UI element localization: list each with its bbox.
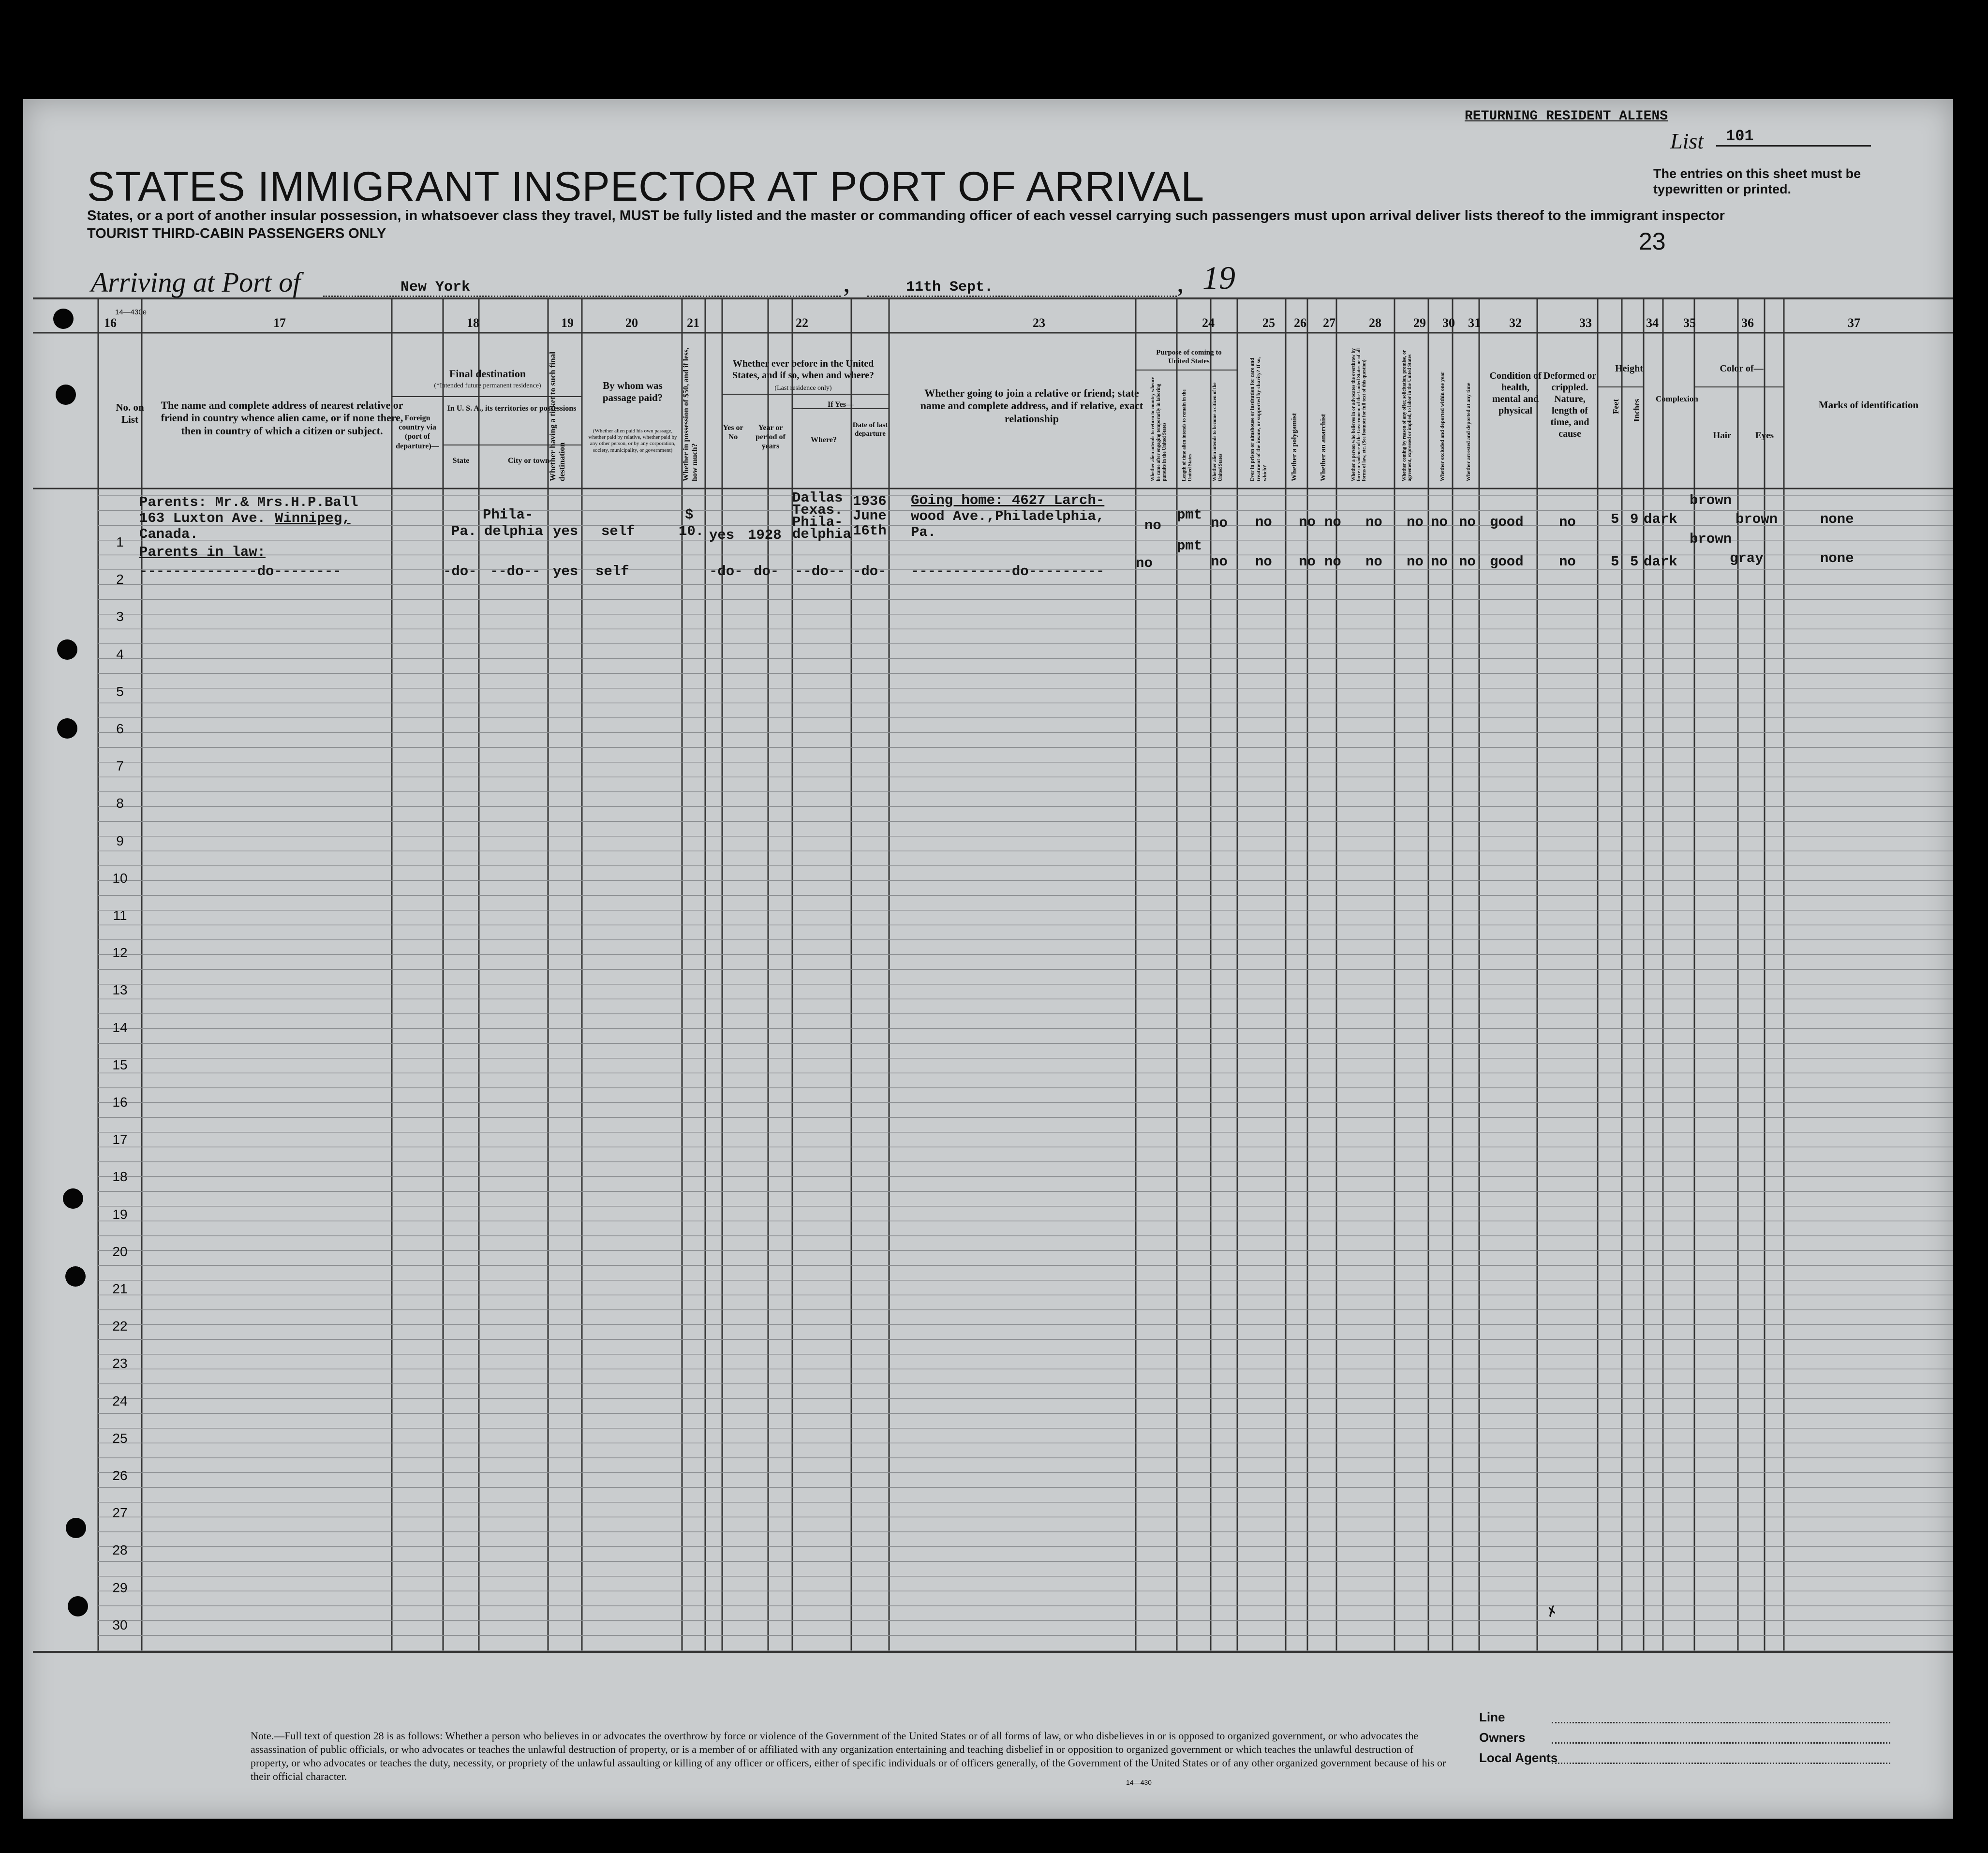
header-marks: Marks of identification xyxy=(1818,399,1919,411)
binder-hole xyxy=(53,309,74,329)
entry2-before-year: do- xyxy=(754,563,779,579)
entry2-feet: 5 xyxy=(1611,554,1619,570)
returning-resident-label: RETURNING RESIDENT ALIENS xyxy=(1465,109,1668,124)
header-inches: Inches xyxy=(1632,399,1641,422)
header-hair: Hair xyxy=(1713,430,1732,441)
column-number: 22 xyxy=(796,316,808,330)
entry1-where-line3: Phila- xyxy=(792,514,843,530)
header-money: Whether in possession of $50, and if less, how much? xyxy=(682,347,699,481)
entry2-contract-labor: no xyxy=(1407,554,1424,570)
row-number: 16 xyxy=(112,1095,128,1110)
entry1-ticket: yes xyxy=(553,523,579,539)
entry1-prison: no xyxy=(1255,514,1272,530)
entry1-date-line2: June xyxy=(853,508,887,524)
header-health: Condition of health, mental and physical xyxy=(1489,371,1542,416)
instruction-line: States, or a port of another insular possession, in whatsoever class they travel, MUST be fully listed and the master or commanding officer of each vessel carrying such passengers must upon arrival deliver lists thereof to the immigrant inspector xyxy=(87,208,1725,223)
header-date-departure: Date of last departure xyxy=(852,421,888,438)
header-question-28: Whether a person who believes in or advocates the overthrow by force or violence of the Government of the United States or of all forms of law, etc. (See footnote for full text of this question) xyxy=(1351,348,1367,481)
entry1-before-yes-no: yes xyxy=(709,527,735,543)
row-number: 3 xyxy=(116,609,124,624)
row-number: 18 xyxy=(112,1169,128,1185)
column-number: 19 xyxy=(561,316,574,330)
entry1-hair: brown xyxy=(1690,492,1732,508)
passenger-class-line: TOURIST THIRD-CABIN PASSENGERS ONLY xyxy=(87,226,386,241)
header-no-on-list: No. on List xyxy=(116,401,144,426)
row-number: 24 xyxy=(112,1393,128,1408)
line-label: Line xyxy=(1479,1710,1505,1724)
comma-separator: , xyxy=(843,267,850,298)
entry1-before-year: 1928 xyxy=(748,527,782,543)
header-city: City or town xyxy=(508,457,549,465)
entry2-marks: none xyxy=(1820,550,1854,566)
row-number: 15 xyxy=(112,1057,128,1072)
column-number: 25 xyxy=(1262,316,1275,330)
header-contract-labor: Whether coming by reason of any offer, solicitation, promise, or agreement, expressed or implied, to labor in the United States xyxy=(1402,350,1412,481)
arriving-label: Arriving at Port of xyxy=(91,267,301,298)
row-number: 14 xyxy=(112,1020,128,1035)
binder-hole xyxy=(66,1518,86,1538)
header-eyes: Eyes xyxy=(1755,430,1774,441)
column-number: 30 xyxy=(1442,316,1455,330)
header-polygamist: Whether a polygamist xyxy=(1291,413,1298,481)
entry1-relative-line2a: 163 Luxton Ave. xyxy=(139,510,266,526)
header-state: State xyxy=(452,457,470,465)
row-number: 22 xyxy=(112,1319,128,1334)
row-number: 4 xyxy=(116,646,124,662)
entry1-relative-line1: Parents: Mr.& Mrs.H.P.Ball xyxy=(139,494,358,510)
entry1-date-line1: 1936 xyxy=(853,493,887,509)
entry1-length: pmt xyxy=(1177,507,1202,523)
entry2-health: good xyxy=(1490,554,1524,570)
column-number: 24 xyxy=(1202,316,1215,330)
row-number: 17 xyxy=(112,1132,128,1147)
entry2-eyes: gray xyxy=(1730,550,1764,566)
entry1-joining-line3: Pa. xyxy=(911,524,936,540)
owners-label: Owners xyxy=(1479,1730,1526,1745)
form-number: 14—430e xyxy=(115,308,147,316)
entry2-date: -do- xyxy=(853,563,887,579)
binder-hole xyxy=(65,1266,86,1287)
entry1-city-line1: Phila- xyxy=(483,507,534,523)
header-passage-paid-sub: (Whether alien paid his own passage, whether paid by relative, whether paid by any other person, or by any corporation, society, municipality, or government) xyxy=(588,428,677,453)
entry1-contract-labor: no xyxy=(1407,514,1424,530)
header-color-of: Color of— xyxy=(1720,363,1764,374)
column-number: 16 xyxy=(104,316,117,330)
header-year: Year or period of years xyxy=(756,424,786,451)
header-purpose-length: Length of time alien intends to remain in the United States xyxy=(1182,389,1193,481)
header-joining: Whether going to join a relative or friend; state name and complete address, and if relative, exact relationship xyxy=(920,387,1143,425)
column-number: 33 xyxy=(1579,316,1592,330)
column-number: 28 xyxy=(1369,316,1381,330)
list-label: List xyxy=(1670,129,1704,153)
entry1-deformed: no xyxy=(1559,514,1576,530)
header-ever-before: Whether ever before in the United States, and if so, when and where? xyxy=(732,358,874,381)
header-passage-paid: By whom was passage paid? xyxy=(602,380,663,404)
agents-label: Local Agents xyxy=(1479,1750,1558,1765)
entry1-money-line1: $ xyxy=(685,507,694,523)
header-purpose: Purpose of coming to United States xyxy=(1156,349,1222,365)
entry1-excluded: no xyxy=(1431,514,1448,530)
entry1-feet: 5 xyxy=(1611,511,1619,527)
column-number: 18 xyxy=(467,316,479,330)
row-number: 25 xyxy=(112,1430,128,1446)
column-number: 20 xyxy=(625,316,638,330)
entry2-inches: 5 xyxy=(1630,554,1639,570)
entry1-complexion: dark xyxy=(1644,511,1677,527)
entry1-citizen: no xyxy=(1211,515,1228,531)
column-number: 34 xyxy=(1646,316,1659,330)
header-purpose-citizen: Whether alien intends to become a citizen of the United States xyxy=(1212,382,1223,481)
header-deported: Whether arrested and deported at any time xyxy=(1466,383,1471,481)
column-number: 36 xyxy=(1741,316,1754,330)
entry1-polygamist: no xyxy=(1299,514,1316,530)
row-number: 8 xyxy=(116,796,124,811)
footnote-form-number: 14—430 xyxy=(1126,1779,1152,1786)
row-number: 23 xyxy=(112,1356,128,1371)
entry2-hair: brown xyxy=(1690,531,1732,547)
header-if-yes: If Yes— xyxy=(827,400,854,409)
header-yes-no: Yes or No xyxy=(723,424,743,442)
entry1-where-line2: Texas. xyxy=(792,502,843,518)
entry1-marks: none xyxy=(1820,511,1854,527)
header-anarchist: Whether an anarchist xyxy=(1320,414,1327,481)
header-relative-address: The name and complete address of nearest relative or friend in country whence alien came, or if none there, then in country of which a citizen or subject. xyxy=(161,399,403,437)
entry2-where: --do-- xyxy=(795,563,846,579)
entry1-where-line1: Dallas xyxy=(792,490,843,506)
column-number: 21 xyxy=(687,316,699,330)
entry1-relative-line3: Canada. xyxy=(139,526,198,542)
column-number: 35 xyxy=(1683,316,1696,330)
row-number: 6 xyxy=(116,721,124,736)
row-number: 7 xyxy=(116,758,124,774)
sheet-number: 23 xyxy=(1639,228,1666,255)
row-number: 12 xyxy=(112,945,128,961)
column-number: 37 xyxy=(1848,316,1860,330)
entry2-anarchist: no xyxy=(1324,554,1341,570)
entry1-return: no xyxy=(1144,518,1161,534)
column-number: 17 xyxy=(273,316,286,330)
binder-hole xyxy=(68,1596,88,1616)
row-number: 2 xyxy=(116,572,124,587)
entry1-date-line3: 16th xyxy=(853,523,887,539)
header-excluded: Whether excluded and deported within one year xyxy=(1439,371,1445,481)
table-grid xyxy=(23,99,1953,1819)
page-title: STATES IMMIGRANT INSPECTOR AT PORT OF ARRIVAL xyxy=(87,163,1205,210)
footnote: Note.—Full text of question 28 is as follows: Whether a person who believes in or advocates the overthrow by force or violence of the Government of the United States or of all forms of law, or who disbelieves in or is opposed to organized government, or who advocates the assassination of public officials, or who advocates or teaches the unlawful destruction of property, or is a member of or affiliated with any organization entertaining and teaching disbelief in or opposition to organized government or which teaches the unlawful destruction of property, or who advocates or teaches the duty, necessity, or propriety of the unlawful assaulting or killing of any officer or officers, either of specific individuals or of officers generally, of the Government of the United States or of any other organized government because of his or their official character. xyxy=(251,1730,1446,1782)
column-number: 27 xyxy=(1323,316,1335,330)
row-number: 13 xyxy=(112,982,128,998)
header-prison: Ever in prison or almshouse or institution for care and treatment of the insane, or supported by charity? If so, which? xyxy=(1249,357,1268,481)
entry1-joining-line2: wood Ave.,Philadelphia, xyxy=(911,508,1105,524)
header-height: Height xyxy=(1615,363,1643,374)
entry2-before-yes-no: -do- xyxy=(709,563,743,579)
row-number: 26 xyxy=(112,1468,128,1483)
manifest-sheet xyxy=(23,99,1953,1819)
entry1-money-line2: 10. xyxy=(679,523,704,539)
binder-hole xyxy=(57,718,77,739)
entry1-paid-by: self xyxy=(601,523,635,539)
row-number: 19 xyxy=(112,1206,128,1222)
header-final-destination: Final destination xyxy=(449,368,526,380)
row-number: 27 xyxy=(112,1505,128,1521)
entry2-relative-line2: --------------do-------- xyxy=(139,563,341,579)
owners-field xyxy=(1552,1742,1890,1744)
entry2-length: pmt xyxy=(1177,538,1202,554)
line-field xyxy=(1552,1722,1890,1723)
binder-hole xyxy=(56,385,76,405)
entry2-paid-by: self xyxy=(595,563,629,579)
entries-note: The entries on this sheet must be typewritten or printed. xyxy=(1653,166,1861,196)
column-number: 26 xyxy=(1294,316,1306,330)
binder-hole xyxy=(63,1188,83,1209)
row-number: 11 xyxy=(113,908,127,923)
row-number: 28 xyxy=(112,1542,128,1558)
row-number: 21 xyxy=(112,1281,128,1296)
entry2-ticket: yes xyxy=(553,563,579,579)
entry1-relative-line2b: Winnipeg, xyxy=(275,510,351,526)
entry1-health: good xyxy=(1490,514,1524,530)
row-number: 20 xyxy=(112,1244,128,1259)
header-in-usa: In U. S. A., its territories or possessions xyxy=(447,404,577,413)
entry2-prison: no xyxy=(1255,554,1272,570)
entry1-eyes: brown xyxy=(1736,511,1778,527)
entry2-state: -do- xyxy=(443,563,477,579)
agents-field xyxy=(1552,1763,1890,1764)
column-number: 32 xyxy=(1509,316,1522,330)
column-number: 31 xyxy=(1468,316,1481,330)
entry2-deformed: no xyxy=(1559,554,1576,570)
header-deformed: Deformed or crippled. Nature, length of time, and cause xyxy=(1543,371,1597,439)
entry1-state: Pa. xyxy=(451,523,477,539)
header-complexion: Complexion xyxy=(1656,394,1698,403)
entry2-city: --do-- xyxy=(490,563,541,579)
entry1-question-28: no xyxy=(1365,514,1382,530)
binder-hole xyxy=(57,639,77,660)
header-final-destination-sub: (*Intended future permanent residence) xyxy=(434,382,541,389)
entry1-deported: no xyxy=(1459,514,1476,530)
entry1-anarchist: no xyxy=(1324,514,1341,530)
row-number: 5 xyxy=(116,683,124,699)
header-feet: Feet xyxy=(1611,399,1620,415)
row-number: 1 xyxy=(116,534,124,549)
inspector-mark: ✗ xyxy=(1544,1601,1560,1623)
entry2-joining: ------------do--------- xyxy=(911,563,1105,579)
entry2-excluded: no xyxy=(1431,554,1448,570)
entry2-question-28: no xyxy=(1365,554,1382,570)
comma-separator: , xyxy=(1177,267,1184,298)
date-field: 11th Sept. xyxy=(867,279,1177,297)
column-number: 23 xyxy=(1033,316,1045,330)
header-foreign-country: Foreign country via (port of departure)— xyxy=(396,414,439,450)
list-number: 101 xyxy=(1716,127,1871,147)
header-ticket: Whether having a ticket to such final destination xyxy=(548,352,566,481)
row-number: 9 xyxy=(116,833,124,848)
row-number: 10 xyxy=(112,870,128,886)
entry1-joining-line1: Going home: 4627 Larch- xyxy=(911,492,1105,508)
entry2-deported: no xyxy=(1459,554,1476,570)
entry2-polygamist: no xyxy=(1299,554,1316,570)
header-purpose-return: Whether alien intends to return to country whence he came after engaging temporarily in laboring pursuits in the United States xyxy=(1150,376,1167,481)
entry1-where-line4: delphia xyxy=(792,526,851,542)
row-number: 29 xyxy=(112,1580,128,1595)
row-number: 30 xyxy=(112,1617,128,1632)
entry1-city-line2: delphia xyxy=(484,523,543,539)
entry2-citizen: no xyxy=(1211,554,1228,570)
entry2-relative-line1: Parents in law: xyxy=(139,544,266,560)
header-where: Where? xyxy=(811,436,837,444)
port-field: New York xyxy=(323,279,841,297)
entry2-complexion: dark xyxy=(1644,554,1677,570)
header-last-residence: (Last residence only) xyxy=(774,385,832,392)
entry2-return: no xyxy=(1136,555,1153,571)
year-prefix: 19 xyxy=(1202,259,1235,296)
entry1-inches: 9 xyxy=(1630,511,1639,527)
column-number: 29 xyxy=(1413,316,1426,330)
